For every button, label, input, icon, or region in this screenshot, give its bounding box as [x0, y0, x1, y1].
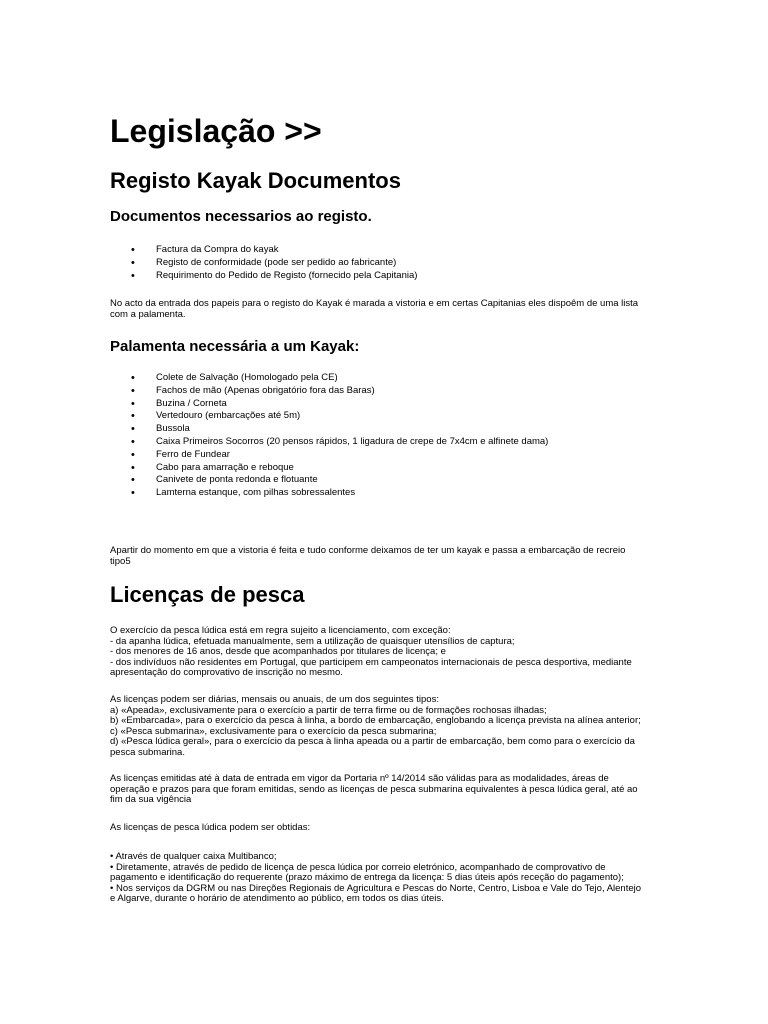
licencas-paragraph-4 [110, 823, 655, 834]
palamenta-list [110, 372, 548, 500]
list-item: • Ferro de Fundear [110, 449, 548, 462]
documents-list [110, 244, 417, 282]
text-line: - da apanha lúdica, efetuada manualmente, sem a utilização de quaisquer utensílios de captura; [110, 635, 515, 647]
subheading-documentos: Documentos necessarios ao registo. [110, 208, 372, 225]
list-item: • Requirimento do Pedido de Registo (fornecido pela Capitania) [110, 270, 417, 283]
text-line: com a palamenta. [110, 308, 186, 320]
text-line: No acto da entrada dos papeis para o registo do Kayak é marada a vistoria e em certas Capitanias eles dispoêm de uma lista [110, 298, 639, 309]
text-line: Apartir do momento em que a vistoria é feita e tudo conforme deixamos de ter um kayak e passa a embarcação de recreio [110, 545, 626, 556]
licencas-paragraph-3 [110, 774, 655, 806]
text-line: fim da sua vigência [110, 794, 192, 806]
text-line: operação e prazos para que foram emitidas, sendo as licenças de pesca submarina equivalentes à pesca lúdica geral, até ao [110, 783, 638, 795]
text-line: As licenças emitidas até à data de entrada em vigor da Portaria nº 14/2014 são válidas para as modalidades, áreas de [110, 773, 609, 784]
text-line: As licenças de pesca lúdica podem ser obtidas: [110, 822, 311, 833]
list-item: • Vertedouro (embarcações até 5m) [110, 410, 548, 423]
text-line: O exercício da pesca lúdica está em regra sujeito a licenciamento, com exceção: [110, 625, 451, 636]
licencas-paragraph-2 [110, 695, 655, 759]
text-line: b) «Embarcada», para o exercício da pesca à linha, a bordo de embarcação, englobando a licença prevista na alínea anterior; [110, 715, 641, 727]
list-item: • Fachos de mão (Apenas obrigatório fora das Baras) [110, 385, 548, 398]
list-item: • Factura da Compra do kayak [110, 244, 417, 257]
list-item: • Canivete de ponta redonda e flotuante [110, 474, 548, 487]
list-item: • Buzina / Corneta [110, 398, 548, 411]
licencas-paragraph-5 [110, 852, 655, 905]
text-line: e Algarve, durante o horário de atendimento ao público, em todos os dias úteis. [110, 893, 444, 905]
text-line: tipo5 [110, 555, 131, 567]
text-line: • Diretamente, através de pedido de licença de pesca lúdica por correio eletrónico, acompanhado de comprovativo de [110, 861, 606, 873]
text-line: a) «Apeada», exclusivamente para o exercício a partir de terra firme ou de formações rochosas ilhadas; [110, 704, 547, 716]
text-line: pesca submarina. [110, 746, 185, 758]
registration-note [110, 299, 655, 320]
text-line: c) «Pesca submarina», exclusivamente para o exercício da pesca submarina; [110, 725, 437, 737]
text-line: • Nos serviços da DGRM ou nas Direções Regionais de Agricultura e Pescas do Norte, Centro, Lisboa e Vale do Tejo, Alentejo [110, 882, 642, 894]
list-item: • Registo de conformidade (pode ser pedido ao fabricante) [110, 257, 417, 270]
text-line: As licenças podem ser diárias, mensais ou anuais, de um dos seguintes tipos: [110, 694, 439, 705]
section-heading-registo: Registo Kayak Documentos [110, 168, 401, 193]
text-line: apresentação do comprovativo de inscrição no mesmo. [110, 667, 343, 679]
text-line: - dos indivíduos não residentes em Portugal, que participem em campeonatos internacionais de pesca desportiva, mediante [110, 656, 632, 668]
text-line: pagamento e identificação do requerente (prazo máximo de entrega da licença: 5 dias úteis após receção do pagamento); [110, 872, 624, 884]
text-line: • Através de qualquer caixa Multibanco; [110, 851, 277, 862]
closing-note [110, 546, 655, 567]
licencas-paragraph-1 [110, 626, 655, 679]
text-line: d) «Pesca lúdica geral», para o exercício da pesca à linha apeada ou a partir de embarcação, bem como para o exercício da [110, 736, 635, 748]
list-item: • Cabo para amarração e reboque [110, 462, 548, 475]
list-item: • Lamterna estanque, com pilhas sobressalentes [110, 487, 548, 500]
list-item: • Caixa Primeiros Socorros (20 pensos rápidos, 1 ligadura de crepe de 7x4cm e alfinete dama) [110, 436, 548, 449]
text-line: - dos menores de 16 anos, desde que acompanhados por titulares de licença; e [110, 646, 446, 658]
section-heading-licencas: Licenças de pesca [110, 582, 305, 607]
subheading-palamenta: Palamenta necessária a um Kayak: [110, 338, 360, 355]
page-title: Legislação >> [110, 113, 322, 149]
list-item: • Bussola [110, 423, 548, 436]
list-item: • Colete de Salvação (Homologado pela CE) [110, 372, 548, 385]
